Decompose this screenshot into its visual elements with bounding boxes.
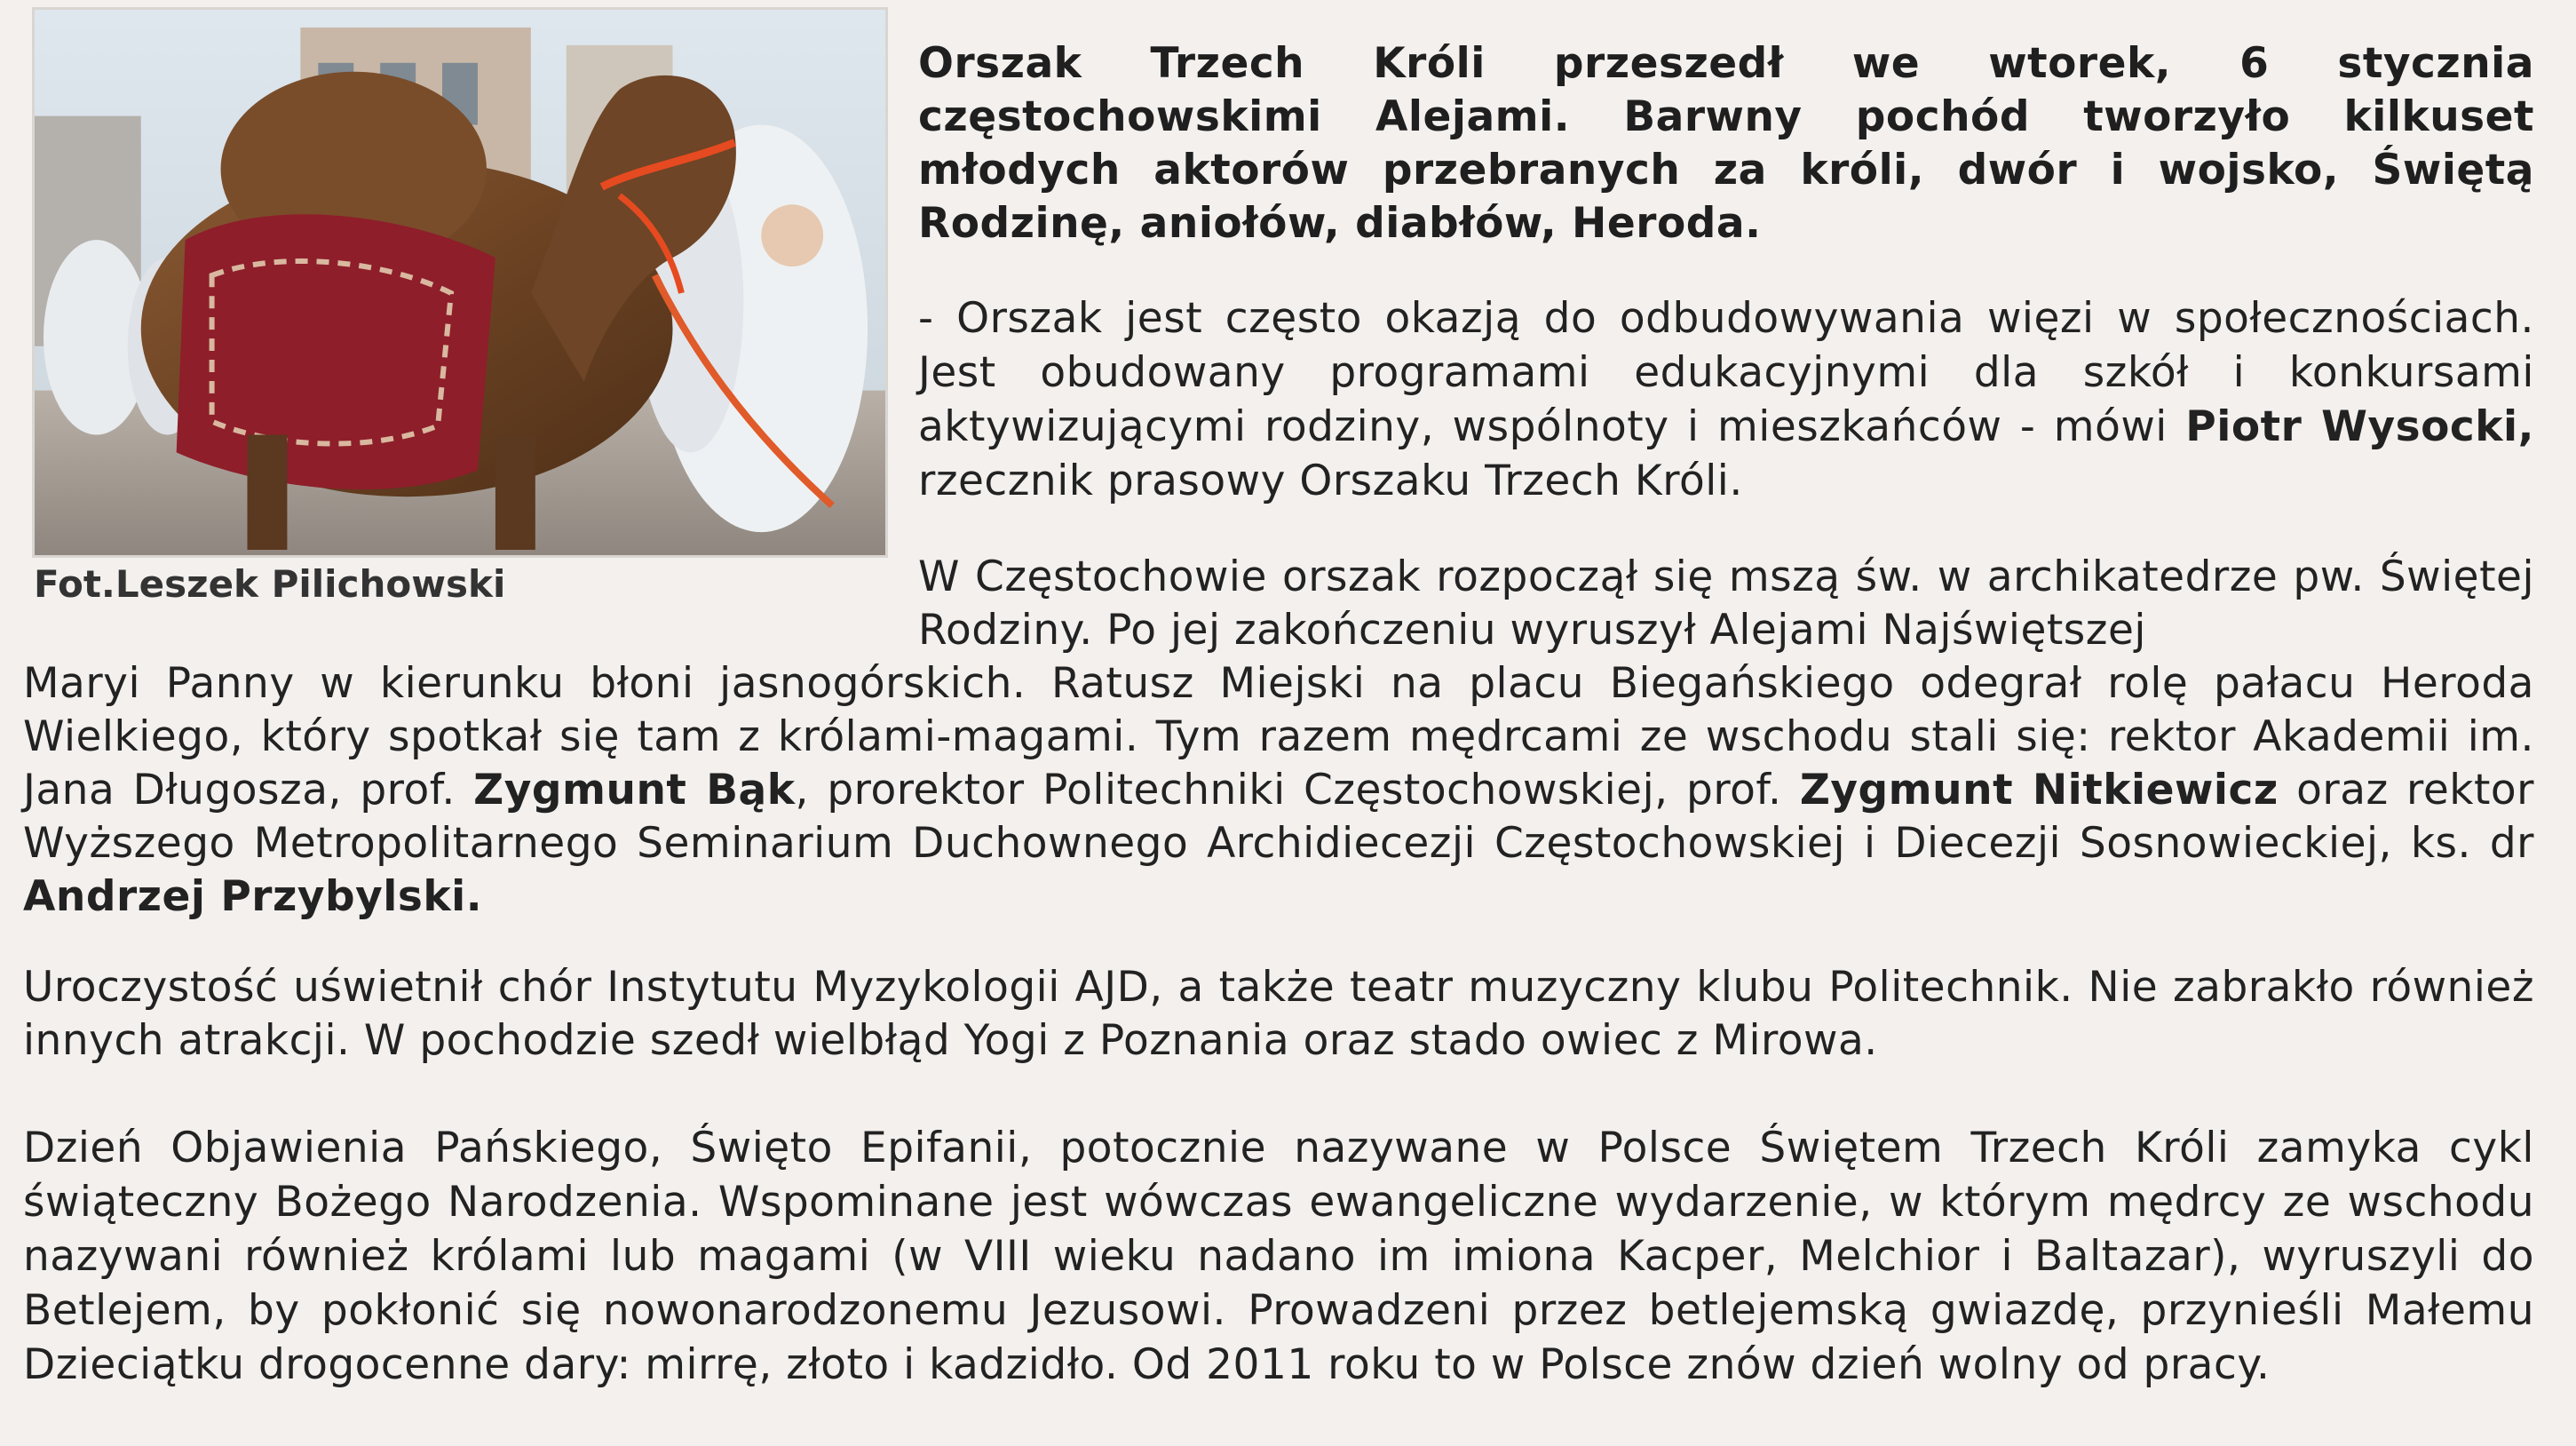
quote-text: - Orszak jest często okazją do odbudowywania więzi w społecznościach. Jest obudowany programami edukacyjnymi dla szkół i konkursami aktywizującymi rodziny, wspólnoty i mieszkańców - mówi — [918, 294, 2534, 451]
name-zygmunt-bak: Zygmunt Bąk — [473, 766, 796, 814]
camel-photo-image — [35, 10, 885, 555]
name-zygmunt-nitkiewicz: Zygmunt Nitkiewicz — [1799, 766, 2279, 814]
cathedral-text-c: , prorektor Politechniki Częstochowskiej, prof. — [795, 766, 1800, 814]
celebration-paragraph: Uroczystość uświetnił chór Instytutu Myzykologii AJD, a także teatr muzyczny klubu Politechnik. Nie zabrakło również innych atrakcji. W pochodzie szedł wielbłąd Yogi z Poznania oraz stado owiec z Mirowa. — [23, 963, 2534, 1065]
quote-tail: rzecznik prasowy Orszaku Trzech Króli. — [918, 457, 1743, 505]
name-andrzej-przybylski: Andrzej Przybylski. — [23, 872, 483, 921]
epiphany-paragraph: Dzień Objawienia Pańskiego, Święto Epifanii, potocznie nazywane w Polsce Świętem Trzech Króli zamyka cykl świąteczny Bożego Narodzenia. Wspominane jest wówczas ewangeliczne wydarzenie, w którym mędrcy ze wschodu nazywani również królami lub magami (w VIII wieku nadano im imiona Kacper, Melchior i Baltazar), wyruszyli do Betlejem, by pokłonić się nowonarodzonemu Jezusowi. Prowadzeni przez betlejemską gwiazdę, przynieśli Małemu Dzieciątku drogocenne dary: mirrę, złoto i kadzidło. Od 2011 roku to w Polsce znów dzień wolny od pracy. — [23, 1124, 2534, 1389]
cathedral-text-b: Maryi Panny w kierunku błoni jasnogórskich. Ratusz Miejski na placu Biegańskiego odegrał rolę pałacu Heroda Wielkiego, który spotkał się tam z królami-magami. Tym razem mędrcami ze wschodu stali się: rektor Akademii im. Jana Długosza, prof. — [23, 659, 2534, 814]
cathedral-paragraph-start: W Częstochowie orszak rozpoczął się mszą św. w archikatedrze pw. Świętej Rodziny. Po jej zakończeniu wyruszył Alejami Najświętszej — [918, 552, 2534, 655]
cathedral-text-d: oraz rektor Wyższego Metropolitarnego Seminarium Duchownego Archidiecezji Częstochowskiej i Diecezji Sosnowieckiej, ks. dr — [23, 766, 2534, 868]
photo-caption: Fot.Leszek Pilichowski — [34, 562, 506, 606]
lead-paragraph: Orszak Trzech Króli przeszedł we wtorek, 6 stycznia częstochowskimi Alejami. Barwny pochód tworzyło kilkuset młodych aktorów przebranych za króli, dwór i wojsko, Świętą Rodzinę, aniołów, diabłów, Heroda. — [918, 39, 2534, 248]
quote-paragraph — [918, 291, 2534, 508]
camel-photo — [32, 7, 888, 558]
quote-speaker: Piotr Wysocki, — [2185, 402, 2534, 451]
cathedral-paragraph-continued — [23, 657, 2534, 924]
